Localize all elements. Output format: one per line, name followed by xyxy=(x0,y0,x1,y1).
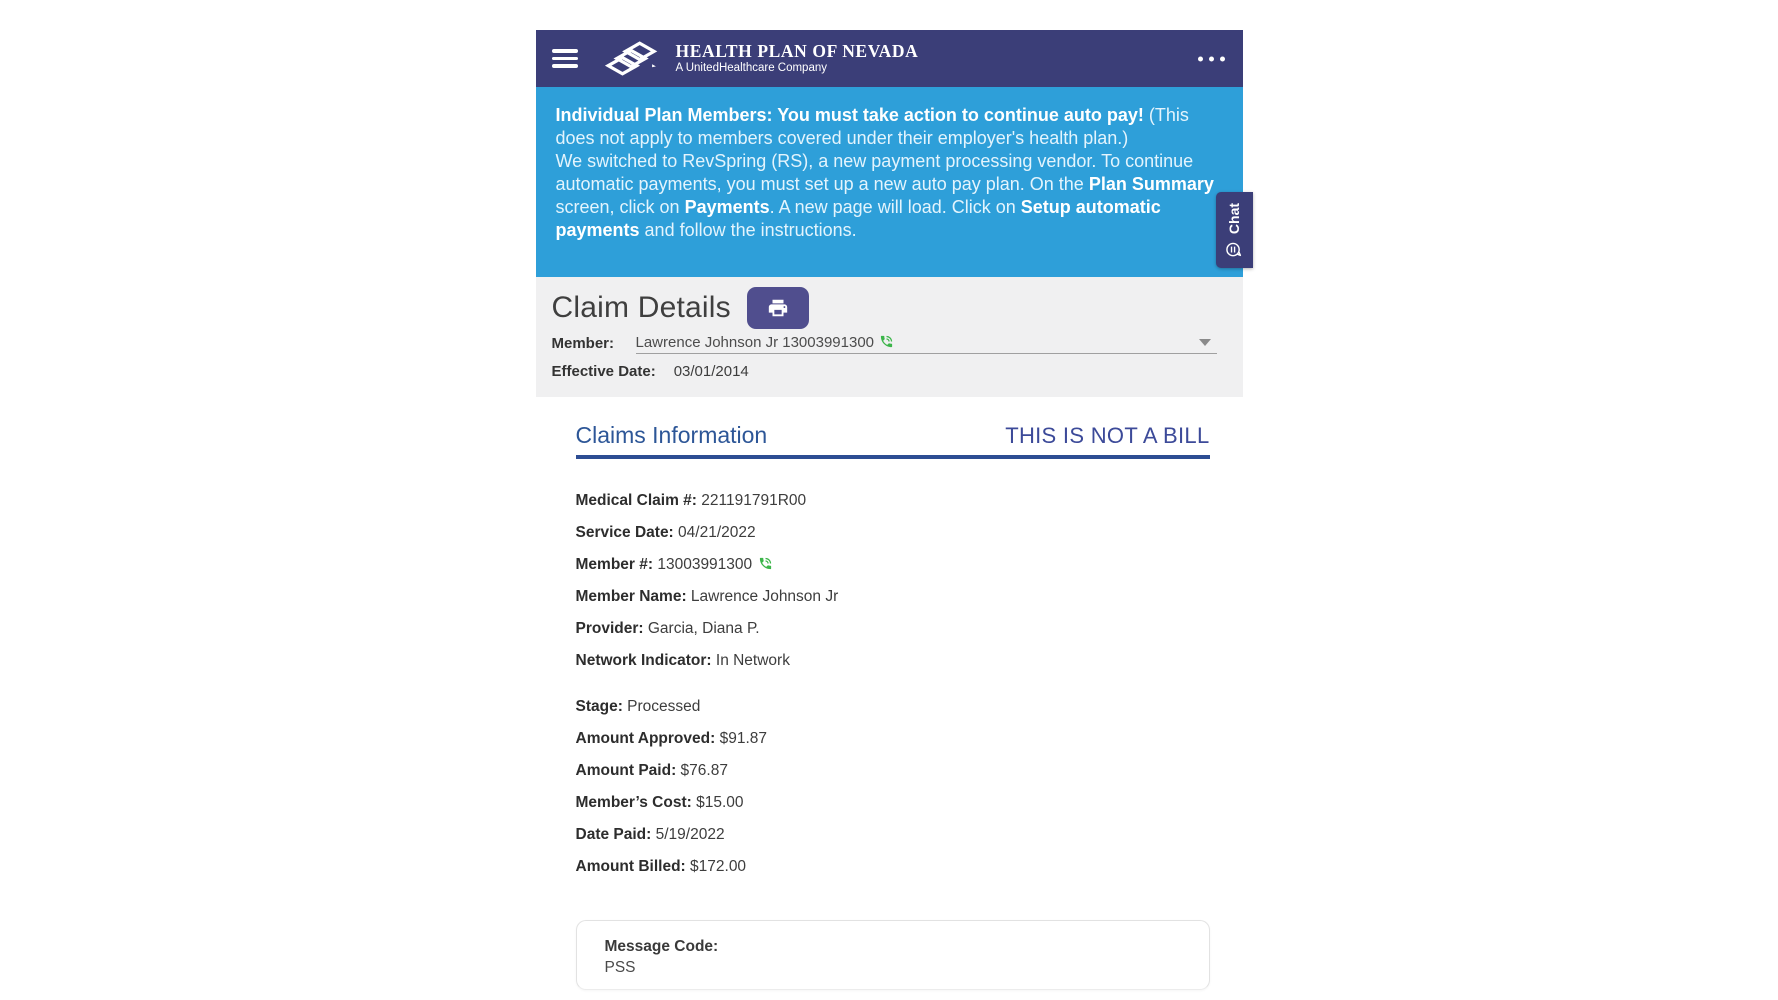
chat-tab-label: Chat xyxy=(1226,202,1242,234)
claim-field-label: Member #: xyxy=(575,556,654,573)
claim-field-value: Garcia, Diana P. xyxy=(643,620,760,637)
claim-field-label: Amount Approved: xyxy=(575,730,716,747)
claim-field-label: Provider: xyxy=(575,620,644,637)
claim-field-value: 13003991300 xyxy=(653,556,753,573)
claim-field-label: Service Date: xyxy=(575,524,674,541)
member-dropdown-value: Lawrence Johnson Jr 13003991300 xyxy=(635,334,875,351)
print-button[interactable] xyxy=(747,287,809,329)
brand-title: HEALTH PLAN OF NEVADA xyxy=(675,41,919,62)
message-code-card xyxy=(576,920,1210,990)
claim-fields-list xyxy=(576,491,1210,876)
message-code-value: PSS xyxy=(604,959,636,976)
claim-field-row xyxy=(576,857,1210,876)
claim-field-value: $15.00 xyxy=(691,794,744,811)
claim-field-label: Member’s Cost: xyxy=(575,794,692,811)
member-label: Member: xyxy=(551,335,615,352)
claim-field-value: $172.00 xyxy=(685,858,747,875)
claim-field-row xyxy=(576,587,1210,606)
claim-field-value: Processed xyxy=(622,698,701,715)
member-dropdown[interactable] xyxy=(636,334,1217,354)
claim-field-row xyxy=(576,697,1210,716)
claim-field-label: Network Indicator: xyxy=(575,652,712,669)
autopay-alert-text: Individual Plan Members: You must take action to continue auto pay! (This does not apply to members covered under their employer's health plan.) We switched to RevSpring (RS), a new payment processing vendor. To continue automatic payments, you must set up a new auto pay plan. On the Plan Summary screen, click on Payments. A new page will load. Click on Setup automatic payments and follow the instructions. xyxy=(555,105,1214,240)
app-header xyxy=(536,30,1243,87)
claims-information-header xyxy=(576,421,1210,459)
claim-field-value: Lawrence Johnson Jr xyxy=(686,588,839,605)
hamburger-menu-icon[interactable] xyxy=(552,49,578,68)
claim-field-row xyxy=(576,793,1210,812)
more-options-ellipsis-icon[interactable] xyxy=(1194,50,1229,67)
claim-field-value: $91.87 xyxy=(715,730,767,747)
effective-date-row xyxy=(552,363,1227,380)
hpn-diamonds-logo-icon xyxy=(602,38,664,80)
claim-field-value: In Network xyxy=(711,652,790,669)
member-row xyxy=(552,334,1227,354)
claim-field-label: Amount Paid: xyxy=(575,762,677,779)
claim-field-label: Member Name: xyxy=(575,588,687,605)
claim-field-value: 04/21/2022 xyxy=(673,524,756,541)
chevron-down-icon xyxy=(1199,339,1211,346)
chat-tab-button[interactable] xyxy=(1216,192,1253,268)
claim-field-label: Amount Billed: xyxy=(575,858,686,875)
claim-field-label: Medical Claim #: xyxy=(575,492,697,509)
claim-field-row xyxy=(576,651,1210,670)
claim-field-row xyxy=(576,825,1210,844)
claim-field-row xyxy=(576,761,1210,780)
claim-field-label: Date Paid: xyxy=(575,826,652,843)
phone-icon xyxy=(758,556,773,571)
claim-field-value: $76.87 xyxy=(676,762,728,779)
claim-field-row xyxy=(576,729,1210,748)
claim-field-label: Stage: xyxy=(575,698,623,715)
brand-block xyxy=(676,41,919,75)
not-a-bill-disclaimer: THIS IS NOT A BILL xyxy=(1005,423,1210,448)
claim-field-value: 5/19/2022 xyxy=(651,826,725,843)
message-code-label: Message Code: xyxy=(604,938,719,955)
brand-subtitle: A UnitedHealthcare Company xyxy=(675,62,827,75)
claim-details-section xyxy=(536,277,1243,397)
claim-field-row xyxy=(576,523,1210,542)
claims-information-section xyxy=(536,397,1243,990)
claims-information-title: Claims Information xyxy=(575,422,768,448)
phone-icon xyxy=(879,334,894,349)
app-window xyxy=(536,30,1243,990)
claim-field-value: 221191791R00 xyxy=(696,492,807,509)
claim-field-row xyxy=(576,491,1210,510)
autopay-alert-banner xyxy=(536,87,1243,277)
effective-date-value: 03/01/2014 xyxy=(673,363,749,380)
effective-date-label: Effective Date: xyxy=(551,363,656,380)
claim-field-row xyxy=(576,555,1210,574)
page-title: Claim Details xyxy=(551,291,731,324)
printer-icon xyxy=(767,297,789,319)
claim-field-row xyxy=(576,619,1210,638)
chat-bubble-icon xyxy=(1226,241,1243,258)
